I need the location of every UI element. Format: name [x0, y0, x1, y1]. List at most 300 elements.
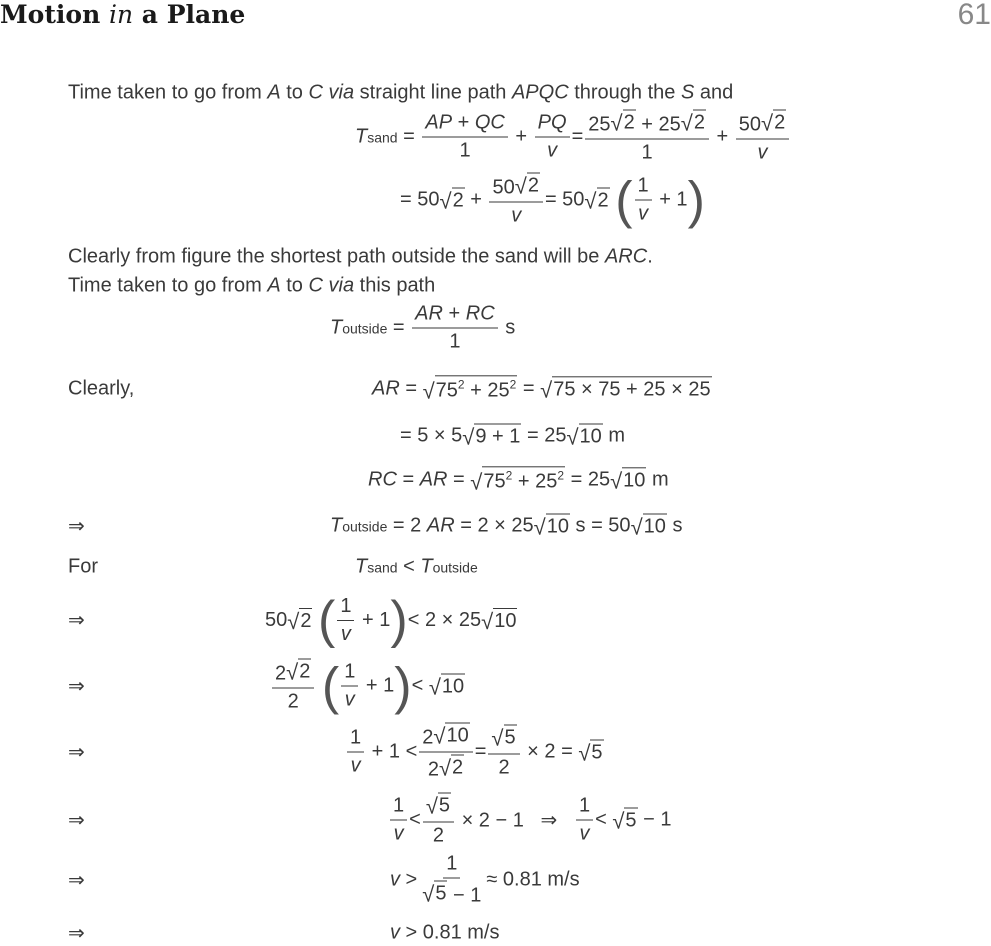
- radicand: [493, 608, 517, 633]
- text-run: ⇒: [68, 869, 85, 892]
- numerator: [422, 112, 507, 138]
- text-line: [400, 173, 705, 228]
- radical-sign: √: [439, 188, 452, 214]
- text-run: < 2 × 25: [407, 608, 482, 631]
- text-line: [68, 740, 85, 765]
- square-root: [481, 608, 517, 633]
- math-variable: APQC: [511, 81, 569, 104]
- math-variable: v: [511, 204, 522, 227]
- square-root: [631, 514, 667, 539]
- text-run: 2: [287, 690, 299, 713]
- subscript: outside: [432, 559, 478, 575]
- text-run: m: [646, 468, 669, 491]
- text-line: [330, 514, 682, 539]
- text-run: 9 + 1: [475, 425, 521, 448]
- math-variable: T: [420, 555, 433, 578]
- text-run: For: [68, 555, 98, 578]
- subscript: outside: [342, 518, 388, 534]
- radical-sign: √: [491, 725, 504, 751]
- square-root: [566, 424, 602, 449]
- text-run: 10: [579, 425, 602, 448]
- text-run: 50: [265, 608, 288, 631]
- superscript: 2: [509, 377, 517, 392]
- text-line: [368, 466, 669, 493]
- text-run: and: [694, 81, 734, 104]
- denominator: [639, 140, 656, 165]
- right-paren: ): [687, 171, 705, 229]
- text-run: s = 50: [569, 514, 631, 537]
- radicand: [693, 110, 706, 135]
- superscript: 2: [557, 468, 565, 483]
- math-variable: v: [547, 139, 558, 162]
- fraction: [272, 659, 314, 714]
- radicand: [546, 514, 570, 539]
- text-run: 1: [340, 594, 352, 617]
- square-root: [426, 793, 451, 818]
- math-variable: C: [308, 274, 323, 297]
- numerator: [488, 725, 519, 755]
- text-line: [68, 82, 733, 105]
- text-run: ⇒: [68, 609, 85, 632]
- radical-sign: √: [433, 723, 446, 749]
- text-run: this path: [354, 274, 436, 297]
- denominator: [348, 753, 364, 778]
- text-run: 2: [422, 726, 434, 749]
- square-root: [515, 173, 540, 198]
- text-run: + 1: [360, 674, 395, 697]
- text-run: ⇒: [68, 809, 85, 832]
- text-run: 10: [643, 515, 666, 538]
- math-variable: v: [344, 688, 355, 711]
- text-run: +: [710, 125, 734, 148]
- radicand: [590, 740, 603, 765]
- text-line: [68, 808, 85, 833]
- text-run: =: [399, 377, 423, 400]
- text-run: 2: [597, 189, 609, 212]
- math-variable: v: [757, 141, 768, 164]
- text-run: 1: [393, 794, 405, 817]
- text-run: 1: [637, 174, 649, 197]
- text-line: [345, 723, 604, 782]
- page-number: 61: [957, 0, 991, 31]
- radicand: [435, 375, 518, 402]
- fraction: [412, 303, 497, 354]
- square-root: [540, 376, 711, 401]
- square-root: [584, 188, 609, 213]
- radical-sign: √: [533, 514, 546, 540]
- math-variable: AR: [372, 377, 400, 400]
- numerator: [576, 795, 593, 821]
- radicand: [445, 723, 469, 748]
- radical-sign: √: [540, 377, 553, 403]
- radicand: [298, 659, 311, 684]
- denominator: [508, 203, 524, 228]
- text-run: + 25: [512, 470, 558, 493]
- header-title: a Plane: [141, 0, 246, 29]
- math-variable: v: [390, 921, 400, 944]
- text-run: 1: [449, 330, 461, 353]
- text-line: [68, 275, 435, 298]
- radicand: [579, 424, 603, 449]
- fraction: [419, 723, 472, 782]
- radical-sign: √: [610, 110, 623, 136]
- numerator: [635, 175, 652, 201]
- fraction: [423, 793, 454, 848]
- fraction: [337, 595, 354, 646]
- text-run: Clearly from figure the shortest path outside the sand will be: [68, 245, 605, 268]
- denominator: [419, 879, 484, 908]
- text-run: × 2 − 1 ⇒: [456, 809, 574, 832]
- text-run: 1: [446, 852, 458, 875]
- radical-sign: √: [462, 424, 475, 450]
- numerator: [736, 110, 789, 140]
- math-variable: via: [328, 274, 355, 297]
- math-variable: T: [330, 514, 343, 537]
- square-root: [578, 740, 603, 765]
- fraction: [736, 110, 789, 165]
- text-run: = 2: [387, 514, 427, 537]
- text-line: [400, 424, 625, 449]
- left-paren: (: [321, 657, 340, 715]
- math-variable: T: [355, 555, 368, 578]
- text-run: =: [447, 468, 471, 491]
- square-root: [470, 466, 565, 493]
- denominator: [425, 753, 467, 782]
- text-run: =: [474, 740, 487, 763]
- text-run: = 50: [400, 188, 440, 211]
- radicand: [482, 466, 565, 493]
- text-line: [68, 921, 85, 946]
- square-root: [287, 608, 312, 633]
- text-run: 1: [344, 660, 356, 683]
- square-root: [611, 110, 636, 135]
- text-run: = 2 × 25: [454, 514, 534, 537]
- text-run: <: [411, 674, 429, 697]
- text-run: 10: [623, 469, 646, 492]
- text-run: 2: [432, 824, 444, 847]
- header-title: Motion: [0, 0, 101, 29]
- square-root: [429, 674, 465, 699]
- denominator: [544, 138, 560, 163]
- square-root: [462, 424, 521, 449]
- superscript: 2: [505, 468, 513, 483]
- square-root: [681, 110, 706, 135]
- subscript: sand: [367, 129, 398, 145]
- chapter-header: [0, 0, 245, 29]
- math-variable: QC: [474, 111, 505, 134]
- square-root: [534, 514, 570, 539]
- radical-sign: √: [422, 378, 435, 404]
- text-run: 50: [492, 176, 515, 199]
- square-root: [610, 467, 646, 492]
- text-run: Clearly,: [68, 377, 135, 400]
- text-run: .: [647, 245, 653, 268]
- math-variable: A: [267, 81, 281, 104]
- right-paren: ): [394, 657, 412, 715]
- radicand: [622, 467, 646, 492]
- text-line: [265, 591, 517, 649]
- radicand: [623, 110, 636, 135]
- text-line: [355, 556, 478, 579]
- text-line: [68, 674, 85, 699]
- text-run: =: [396, 468, 420, 491]
- text-run: 2: [774, 111, 786, 134]
- text-run: 10: [494, 609, 517, 632]
- numerator: [272, 659, 314, 689]
- text-run: 2: [275, 662, 287, 685]
- radical-sign: √: [514, 173, 527, 199]
- radical-sign: √: [422, 881, 435, 907]
- text-run: 2: [498, 756, 510, 779]
- text-run: 2: [452, 756, 464, 779]
- radicand: [451, 755, 464, 780]
- text-line: [68, 608, 85, 633]
- text-run: =: [517, 377, 541, 400]
- text-run: = 50: [544, 188, 585, 211]
- left-paren: (: [318, 591, 336, 649]
- fraction: [347, 727, 364, 778]
- text-run: Time taken to go from: [68, 274, 268, 297]
- radical-sign: √: [680, 110, 693, 136]
- left-paren: (: [615, 171, 633, 229]
- fraction: [576, 795, 593, 846]
- text-run: 2: [427, 758, 439, 781]
- denominator: [285, 689, 302, 714]
- numerator: [535, 112, 570, 138]
- text-run: 5: [625, 809, 637, 832]
- header-title-italic: in: [108, 0, 134, 29]
- numerator: [585, 110, 709, 140]
- math-variable: AR: [426, 514, 455, 537]
- text-line: [372, 375, 712, 402]
- denominator: [430, 823, 447, 848]
- radical-sign: √: [566, 424, 579, 450]
- fraction: [585, 110, 709, 165]
- text-run: = 25: [521, 424, 567, 447]
- text-run: =: [387, 316, 411, 339]
- radical-sign: √: [470, 469, 483, 495]
- text-run: > 0.81 m/s: [400, 921, 500, 944]
- numerator: [489, 173, 542, 203]
- text-run: = 25: [565, 468, 611, 491]
- text-run: 10: [546, 515, 569, 538]
- fraction: [535, 112, 570, 163]
- radicand: [452, 188, 465, 213]
- text-run: s: [499, 316, 516, 339]
- math-variable: AP: [425, 111, 453, 134]
- radicand: [434, 881, 447, 906]
- text-run: 1: [578, 794, 591, 817]
- fraction: [488, 725, 519, 780]
- parenthesized-group: [615, 171, 705, 229]
- radical-sign: √: [630, 514, 643, 540]
- math-variable: v: [638, 202, 649, 225]
- denominator: [391, 821, 407, 846]
- text-run: + 25: [635, 113, 681, 136]
- text-run: 1: [459, 139, 471, 162]
- text-run: ⇒: [68, 922, 85, 945]
- fraction: [635, 175, 652, 226]
- math-variable: T: [330, 316, 343, 339]
- square-root: [433, 723, 469, 748]
- square-root: [612, 808, 637, 833]
- text-run: − 1: [447, 884, 482, 907]
- text-run: − 1: [637, 808, 672, 831]
- fraction: [341, 661, 358, 712]
- radical-sign: √: [481, 608, 494, 634]
- radicand: [552, 376, 711, 401]
- text-line: [68, 378, 134, 401]
- fraction: [390, 795, 407, 846]
- numerator: [347, 727, 364, 753]
- text-run: = 5 × 5: [400, 424, 463, 447]
- denominator: [457, 138, 474, 163]
- radicand: [299, 608, 312, 633]
- math-variable: S: [680, 81, 695, 104]
- text-run: 2: [693, 111, 705, 134]
- math-variable: AR: [419, 468, 448, 491]
- text-run: 2: [452, 189, 464, 212]
- denominator: [342, 687, 358, 712]
- text-run: =: [571, 125, 584, 148]
- parenthesized-group: [321, 657, 412, 715]
- text-line: [390, 922, 500, 945]
- math-variable: via: [328, 81, 355, 104]
- square-root: [422, 881, 447, 906]
- text-run: 2: [300, 609, 312, 632]
- math-variable: A: [267, 274, 281, 297]
- math-variable: v: [340, 622, 351, 645]
- numerator: [443, 853, 460, 879]
- parenthesized-group: [318, 591, 408, 649]
- text-line: [390, 853, 580, 908]
- text-run: through the: [568, 81, 681, 104]
- text-run: + 25: [464, 379, 510, 402]
- text-run: 50: [738, 113, 761, 136]
- numerator: [419, 723, 472, 753]
- text-run: × 2 =: [521, 740, 579, 763]
- text-run: 5: [438, 794, 451, 817]
- text-run: <: [595, 808, 613, 831]
- text-run: ⇒: [68, 675, 85, 698]
- radicand: [438, 793, 451, 818]
- radicand: [773, 110, 786, 135]
- text-run: ⇒: [68, 515, 85, 538]
- radicand: [474, 424, 521, 449]
- math-variable: AR: [415, 302, 443, 325]
- text-line: [68, 556, 98, 579]
- square-root: [439, 188, 464, 213]
- text-run: to: [280, 81, 309, 104]
- math-variable: ARC: [604, 245, 648, 268]
- math-variable: PQ: [537, 111, 567, 134]
- text-line: [330, 303, 515, 354]
- subscript: sand: [367, 559, 398, 575]
- radicand: [527, 173, 540, 198]
- text-run: ⇒: [68, 741, 85, 764]
- denominator: [338, 621, 354, 646]
- text-run: straight line path: [354, 81, 512, 104]
- numerator: [337, 595, 354, 621]
- text-run: <: [409, 808, 421, 831]
- fraction: [419, 853, 484, 908]
- radical-sign: √: [438, 755, 452, 781]
- subscript: outside: [342, 320, 388, 336]
- square-root: [439, 755, 464, 780]
- numerator: [341, 661, 358, 687]
- fraction: [422, 112, 507, 163]
- square-root: [423, 375, 518, 402]
- text-line: [270, 659, 465, 714]
- denominator: [754, 140, 770, 165]
- math-variable: v: [393, 822, 404, 845]
- text-run: s: [666, 514, 683, 537]
- radical-sign: √: [286, 659, 299, 685]
- text-run: +: [509, 125, 533, 148]
- denominator: [577, 821, 593, 846]
- square-root: [286, 659, 311, 684]
- math-variable: RC: [465, 302, 495, 325]
- text-run: 5: [435, 882, 447, 905]
- radicand: [624, 808, 637, 833]
- numerator: [390, 795, 407, 821]
- text-run: 10: [441, 675, 465, 698]
- text-run: >: [400, 868, 418, 891]
- radical-sign: √: [578, 740, 591, 766]
- radical-sign: √: [287, 608, 300, 634]
- text-run: 75 × 75 + 25 × 25: [553, 378, 711, 401]
- text-run: 2: [527, 174, 539, 197]
- radicand: [441, 674, 465, 699]
- superscript: 2: [457, 377, 465, 392]
- text-run: to: [280, 274, 309, 297]
- denominator: [495, 755, 512, 780]
- radical-sign: √: [610, 468, 623, 494]
- text-run: <: [397, 555, 421, 578]
- right-paren: ): [390, 591, 408, 649]
- radicand: [643, 514, 667, 539]
- math-variable: C: [308, 81, 323, 104]
- text-line: [388, 793, 671, 848]
- math-variable: v: [579, 822, 590, 845]
- radical-sign: √: [584, 188, 597, 214]
- text-run: +: [452, 111, 475, 134]
- text-run: m: [602, 424, 625, 447]
- text-run: + 1: [356, 608, 391, 631]
- text-line: [68, 246, 653, 269]
- text-run: 2: [299, 660, 311, 683]
- square-root: [761, 110, 786, 135]
- text-run: 75: [483, 470, 506, 493]
- fraction: [489, 173, 542, 228]
- text-run: Time taken to go from: [68, 81, 268, 104]
- denominator: [446, 329, 463, 354]
- radical-sign: √: [425, 793, 438, 819]
- text-run: + 1: [653, 188, 688, 211]
- text-run: =: [397, 125, 421, 148]
- text-run: 2: [623, 111, 635, 134]
- denominator: [635, 201, 651, 226]
- text-run: 1: [350, 726, 362, 749]
- text-run: + 1 <: [366, 740, 418, 763]
- radical-sign: √: [761, 110, 774, 136]
- text-line: [355, 110, 791, 165]
- radicand: [597, 188, 610, 213]
- numerator: [412, 303, 497, 329]
- numerator: [423, 793, 454, 823]
- text-run: 5: [504, 726, 516, 749]
- text-line: [68, 514, 85, 539]
